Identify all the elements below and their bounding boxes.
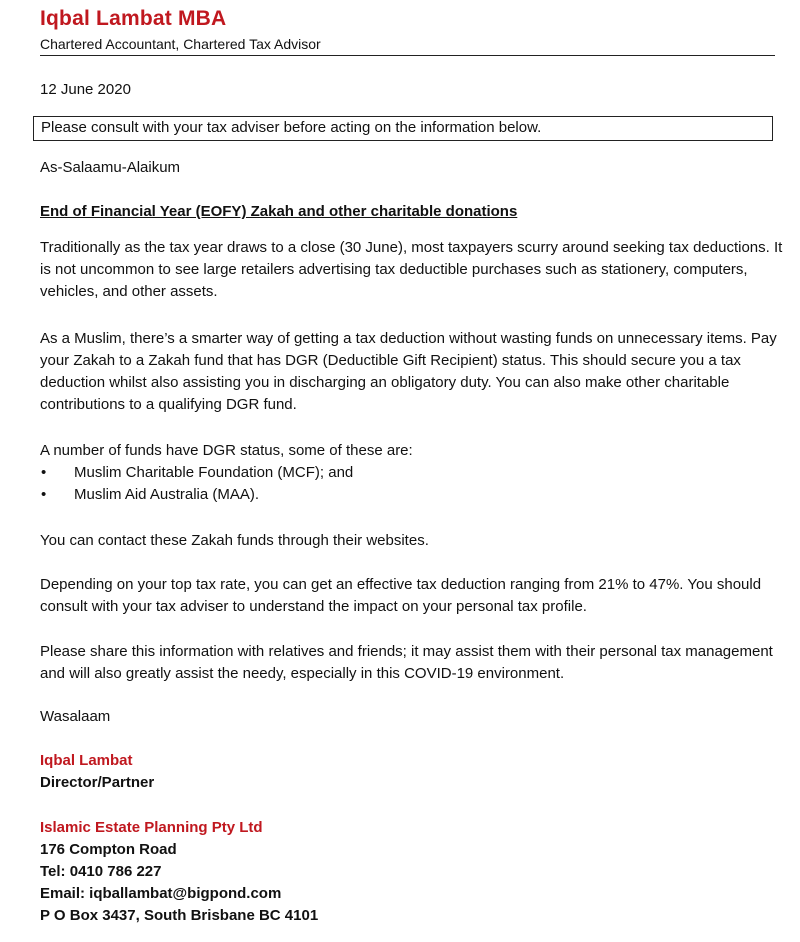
list-item [40, 462, 353, 484]
header-divider [40, 55, 775, 56]
signatory-name: Iqbal Lambat [40, 752, 133, 769]
paragraph-tax-rate: Depending on your top tax rate, you can get an effective tax deduction ranging from 21% to 47%. You should consult with your tax adviser to understand the impact on your personal tax profile. [40, 576, 762, 615]
disclaimer-box [33, 116, 773, 141]
bullet-icon: • [41, 464, 47, 481]
paragraph-eofy-intro: Traditionally as the tax year draws to a close (30 June), most taxpayers scurry around seeking tax deductions. It is not uncommon to see large retailers advertising tax deductible purchases such as stationery, computers, vehicles, and other assets. [40, 239, 783, 300]
paragraph-dgr-funds-intro: A number of funds have DGR status, some of these are: [40, 442, 413, 459]
disclaimer-text: Please consult with your tax adviser before acting on the information below. [41, 119, 542, 136]
fund-name: Muslim Charitable Foundation (MCF); and [74, 464, 354, 481]
street-address: 176 Compton Road [40, 841, 177, 858]
paragraph-share: Please share this information with relatives and friends; it may assist them with their personal tax management and will also greatly assist the needy, especially in this COVID-19 environment. [40, 643, 773, 682]
po-box: P O Box 3437, South Brisbane BC 4101 [40, 907, 319, 924]
letterhead-name: Iqbal Lambat MBA [40, 7, 227, 30]
subject-heading: End of Financial Year (EOFY) Zakah and other charitable donations [40, 203, 518, 220]
fund-name: Muslim Aid Australia (MAA). [74, 486, 260, 503]
email-address: Email: iqballambat@bigpond.com [40, 885, 282, 902]
closing: Wasalaam [40, 708, 111, 725]
letterhead-credentials: Chartered Accountant, Chartered Tax Advisor [40, 36, 321, 52]
greeting: As-Salaamu-Alaikum [40, 159, 181, 176]
letter-date: 12 June 2020 [40, 81, 131, 98]
paragraph-contact-funds: You can contact these Zakah funds through their websites. [40, 532, 429, 549]
fund-list [40, 462, 353, 506]
list-item [40, 484, 353, 506]
paragraph-dgr-zakah: As a Muslim, there’s a smarter way of getting a tax deduction without wasting funds on unnecessary items. Pay your Zakah to a Zakah fund that has DGR (Deductible Gift Recipient) status. This should secure you a tax deduction whilst also assisting you in discharging an obligatory duty. You can also make other charitable contributions to a qualifying DGR fund. [40, 330, 777, 413]
phone-number: Tel: 0410 786 227 [40, 863, 162, 880]
bullet-icon: • [41, 486, 47, 503]
signatory-title: Director/Partner [40, 774, 155, 791]
company-name: Islamic Estate Planning Pty Ltd [40, 819, 263, 836]
